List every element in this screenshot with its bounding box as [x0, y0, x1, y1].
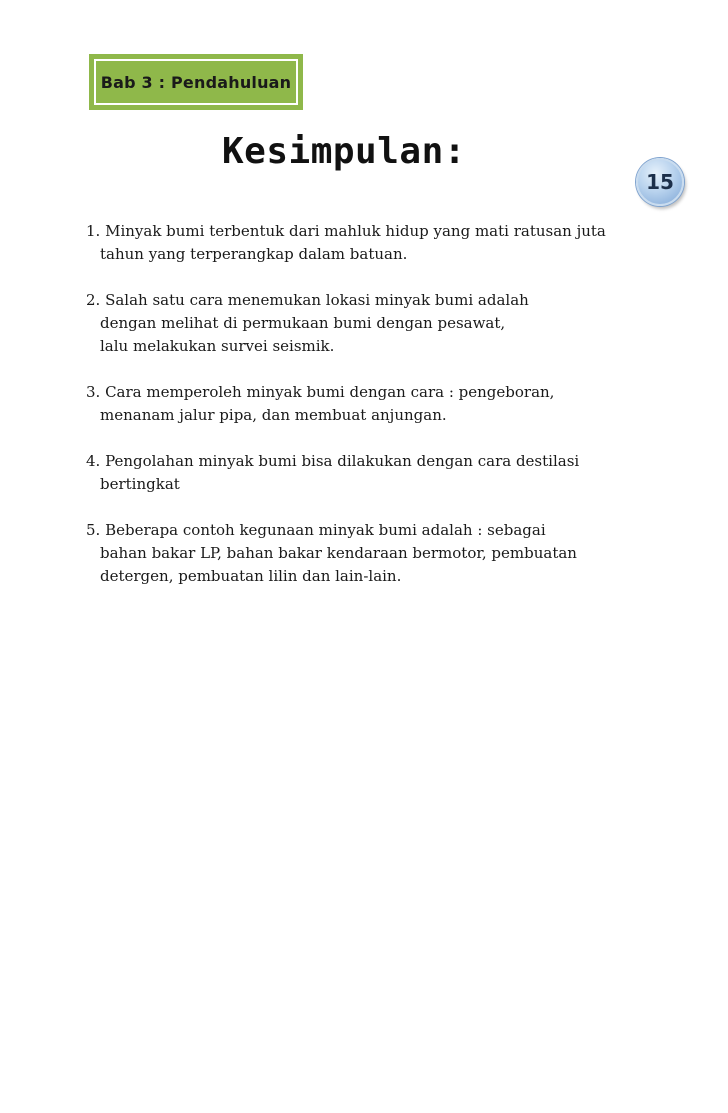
conclusion-item: [86, 220, 631, 266]
conclusion-item: [86, 519, 631, 588]
conclusion-line: bertingkat: [100, 475, 180, 493]
conclusion-line: detergen, pembuatan lilin dan lain-lain.: [100, 567, 402, 585]
conclusion-item: [86, 450, 631, 496]
conclusion-line: bahan bakar LP, bahan bakar kendaraan bermotor, pembuatan: [100, 544, 577, 562]
conclusion-line: 2. Salah satu cara menemukan lokasi minyak bumi adalah: [86, 291, 529, 309]
conclusion-line: 4. Pengolahan minyak bumi bisa dilakukan dengan cara destilasi: [86, 452, 580, 470]
conclusion-item: [86, 381, 631, 427]
conclusion-line: 3. Cara memperoleh minyak bumi dengan cara : pengeboran,: [86, 383, 555, 401]
conclusion-line: lalu melakukan survei seismik.: [100, 337, 335, 355]
page-title: Kesimpulan:: [222, 131, 466, 172]
page-number-badge: 15: [636, 158, 684, 206]
conclusion-line: 1. Minyak bumi terbentuk dari mahluk hidup yang mati ratusan juta: [86, 222, 606, 240]
conclusion-line: 5. Beberapa contoh kegunaan minyak bumi adalah : sebagai: [86, 521, 546, 539]
conclusion-item: [86, 289, 631, 358]
chapter-tab-label: Bab 3 : Pendahuluan: [94, 59, 298, 105]
conclusion-line: menanam jalur pipa, dan membuat anjungan.: [100, 406, 447, 424]
chapter-tab: [89, 54, 303, 110]
conclusion-line: dengan melihat di permukaan bumi dengan pesawat,: [100, 314, 506, 332]
conclusion-list: [86, 220, 631, 611]
conclusion-line: tahun yang terperangkap dalam batuan.: [100, 245, 408, 263]
